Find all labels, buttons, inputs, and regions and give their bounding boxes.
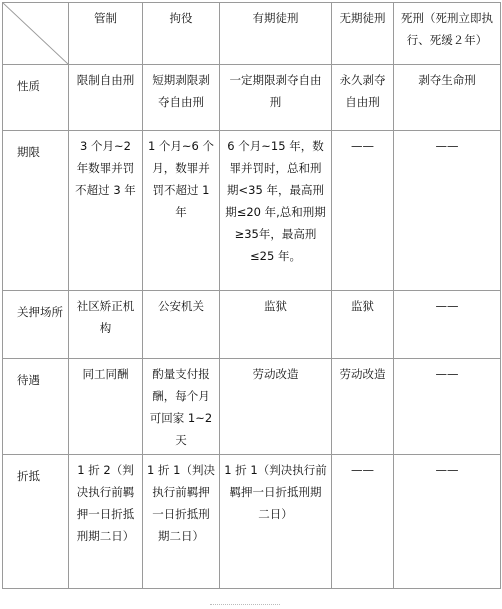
cell-nature-4: 永久剥夺自由刑 <box>332 65 394 131</box>
diagonal-line <box>3 3 68 64</box>
cell-nature-1: 限制自由刑 <box>69 65 143 131</box>
header-youqi: 有期徒刑 <box>220 3 332 65</box>
row-offset <box>3 455 501 589</box>
corner-diagonal-cell <box>3 3 69 65</box>
cell-offset-3: 1 折 1（判决执行前羁押一日折抵刑期二日） <box>220 455 332 589</box>
cell-term-3: 6 个月~15 年，数罪并罚时，总和刑期<35 年，最高刑期≤20 年,总和刑期≥35年，最高刑≤25 年。 <box>220 131 332 291</box>
cell-term-4: —— <box>332 131 394 291</box>
row-term <box>3 131 501 291</box>
cell-place-4: 监狱 <box>332 291 394 359</box>
cell-offset-5: —— <box>394 455 501 589</box>
header-juyi: 拘役 <box>143 3 220 65</box>
cell-term-1: 3 个月~2 年数罪并罚不超过 3 年 <box>69 131 143 291</box>
cell-treatment-3: 劳动改造 <box>220 359 332 455</box>
cell-treatment-1: 同工同酬 <box>69 359 143 455</box>
cell-treatment-4: 劳动改造 <box>332 359 394 455</box>
cell-term-2: 1 个月~6 个月，数罪并罚不超过 1 年 <box>143 131 220 291</box>
bottom-divider <box>210 604 280 605</box>
cell-offset-4: —— <box>332 455 394 589</box>
cell-offset-2: 1 折 1（判决执行前羁押一日折抵刑期二日） <box>143 455 220 589</box>
cell-treatment-5: —— <box>394 359 501 455</box>
cell-treatment-2: 酌量支付报酬，每个月可回家 1~2 天 <box>143 359 220 455</box>
cell-place-3: 监狱 <box>220 291 332 359</box>
cell-place-1: 社区矫正机构 <box>69 291 143 359</box>
header-guanzhi: 管制 <box>69 3 143 65</box>
header-row <box>3 3 501 65</box>
penalty-comparison-table <box>2 2 501 589</box>
row-label-treatment: 待遇 <box>3 359 69 455</box>
row-label-offset: 折抵 <box>3 455 69 589</box>
cell-place-2: 公安机关 <box>143 291 220 359</box>
header-sixing: 死刑（死刑立即执行、死缓２年） <box>394 3 501 65</box>
row-label-term: 期限 <box>3 131 69 291</box>
cell-offset-1: 1 折 2（判决执行前羁押一日折抵刑期二日） <box>69 455 143 589</box>
cell-place-5: —— <box>394 291 501 359</box>
row-label-place: 关押场所 <box>3 291 69 359</box>
row-label-nature: 性质 <box>3 65 69 131</box>
cell-nature-3: 一定期限剥夺自由刑 <box>220 65 332 131</box>
header-wuqi: 无期徒刑 <box>332 3 394 65</box>
row-treatment <box>3 359 501 455</box>
row-place <box>3 291 501 359</box>
cell-term-5: —— <box>394 131 501 291</box>
cell-nature-2: 短期剥限剥夺自由刑 <box>143 65 220 131</box>
cell-nature-5: 剥夺生命刑 <box>394 65 501 131</box>
row-nature <box>3 65 501 131</box>
